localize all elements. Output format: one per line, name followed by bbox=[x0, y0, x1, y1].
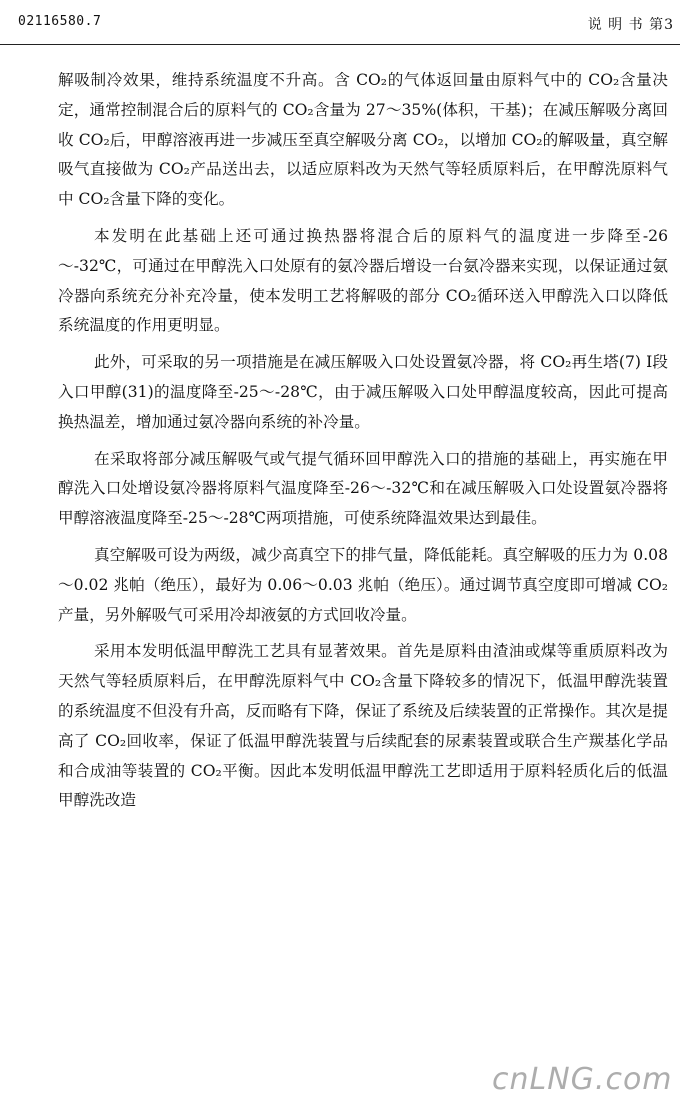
paragraph: 解吸制冷效果，维持系统温度不升高。含 CO₂的气体返回量由原料气中的 CO₂含量决定，通常控制混合后的原料气的 CO₂含量为 27～35%(体积，干基)；在减压解吸分离回收 CO₂后，甲醇溶液再进一步减压至真空解吸分离 CO₂，以增加 CO₂的解吸量，真空解吸气直接做为 CO₂产品送出去，以适应原料改为天然气等轻质原料后，在甲醇洗原料气中 CO₂含量下降的变化。 bbox=[58, 71, 668, 209]
paragraph: 真空解吸可设为两级，减少高真空下的排气量，降低能耗。真空解吸的压力为 0.08～0.02 兆帕（绝压），最好为 0.06～0.03 兆帕（绝压）。通过调节真空度即可增减 CO₂产量，另外解吸气可采用冷却液氨的方式回收冷量。 bbox=[58, 545, 668, 624]
paragraph: 本发明在此基础上还可通过换热器将混合后的原料气的温度进一步降至-26～-32℃，可通过在甲醇洗入口处原有的氨冷器后增设一台氨冷器来实现，以保证通过氨冷器向系统充分补充冷量，使本发明工艺将解吸的部分 CO₂循环送入甲醇洗入口以降低系统温度的作用更明显。 bbox=[58, 226, 668, 335]
paragraph: 在采取将部分减压解吸气或气提气循环回甲醇洗入口的措施的基础上，再实施在甲醇洗入口处增设氨冷器将原料气温度降至-26～-32℃和在减压解吸入口处设置氨冷器将甲醇溶液温度降至-25～-28℃两项措施，可使系统降温效果达到最佳。 bbox=[58, 449, 668, 528]
document-body bbox=[58, 66, 668, 823]
document-number: 02116580.7 bbox=[18, 14, 102, 29]
watermark: cnLNG.com bbox=[492, 1062, 673, 1097]
paragraph: 采用本发明低温甲醇洗工艺具有显著效果。首先是原料由渣油或煤等重质原料改为天然气等轻质原料后，在甲醇洗原料气中 CO₂含量下降较多的情况下，低温甲醇洗装置的系统温度不但没有升高，反而略有下降，保证了系统及后续装置的正常操作。其次是提高了 CO₂回收率，保证了低温甲醇洗装置与后续配套的尿素装置或联合生产羰基化学品和合成油等装置的 CO₂平衡。因此本发明低温甲醇洗工艺即适用于原料轻质化后的低温甲醇洗改造 bbox=[58, 642, 668, 810]
header-divider bbox=[0, 44, 680, 45]
paragraph: 此外，可采取的另一项措施是在减压解吸入口处设置氨冷器，将 CO₂再生塔(7) Ⅰ段入口甲醇(31)的温度降至-25～-28℃，由于减压解吸入口处甲醇温度较高，因此可提高换热温差，增加通过氨冷器向系统的补冷量。 bbox=[58, 353, 668, 431]
page-header bbox=[0, 0, 680, 46]
document-type-page-label: 说 明 书 第3 bbox=[587, 17, 674, 33]
